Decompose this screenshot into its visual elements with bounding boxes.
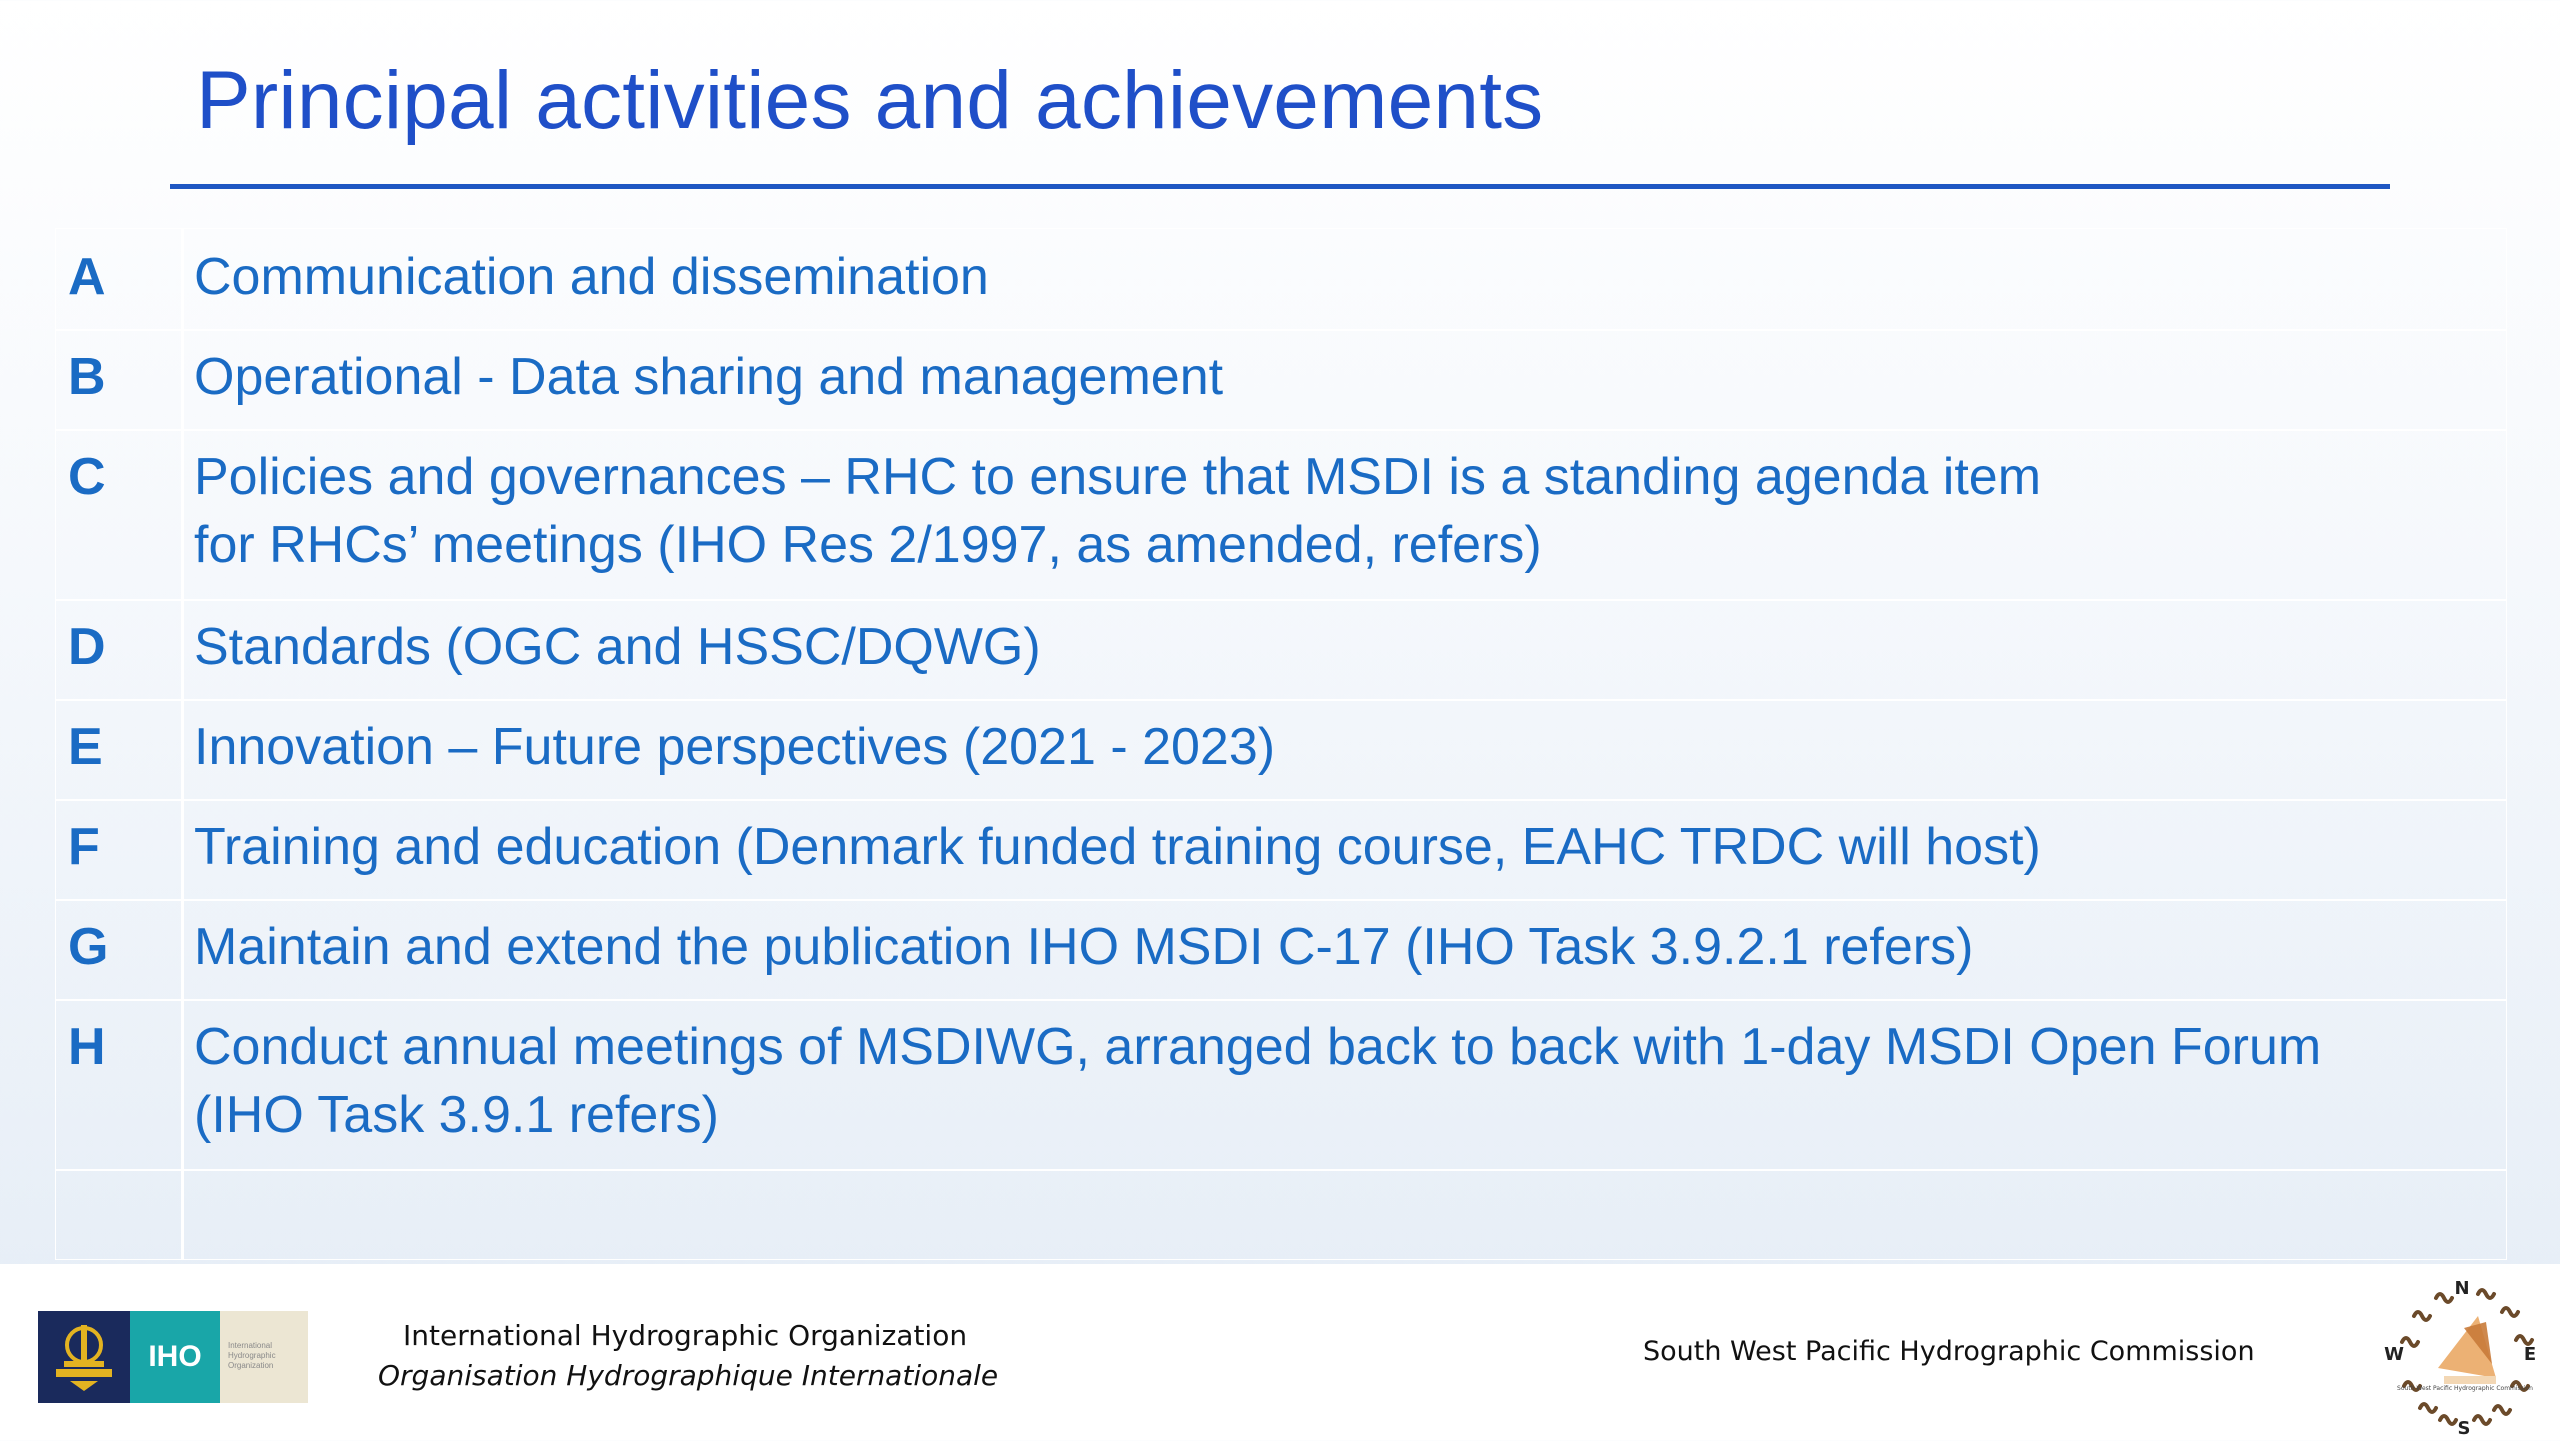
footer <box>0 1264 2560 1440</box>
row-letter: G <box>56 899 184 999</box>
row-text: Communication and dissemination <box>194 248 989 306</box>
table-row <box>56 229 2506 331</box>
row-letter: B <box>56 329 184 429</box>
commission-name: South West Pacific Hydrographic Commission <box>1643 1336 2255 1367</box>
table-row <box>56 429 2506 601</box>
row-letter: H <box>56 999 184 1169</box>
activities-table <box>55 228 2507 1260</box>
org-name-en: International Hydrographic Organization <box>403 1319 968 1352</box>
row-letter: D <box>56 599 184 699</box>
table-row <box>56 599 2506 701</box>
row-letter: C <box>56 429 184 599</box>
slide-title: Principal activities and achievements <box>196 55 1544 146</box>
table-row <box>56 699 2506 801</box>
row-text: Policies and governances – RHC to ensure that MSDI is a standing agenda item for RHCs’ meetings (IHO Res 2/1997, as amended, refers) <box>194 448 2042 574</box>
row-letter: F <box>56 799 184 899</box>
table-row <box>56 799 2506 901</box>
row-text: Innovation – Future perspectives (2021 - 2023) <box>194 718 1276 776</box>
svg-text:N: N <box>2454 1278 2470 1299</box>
row-text: Training and education (Denmark funded training course, EAHC TRDC will host) <box>194 818 2041 876</box>
org-name-fr: Organisation Hydrographique Internationale <box>378 1359 999 1392</box>
row-text: Conduct annual meetings of MSDIWG, arranged back to back with 1-day MSDI Open Forum (IHO Task 3.9.1 refers) <box>194 1018 2322 1144</box>
row-text: Maintain and extend the publication IHO MSDI C-17 (IHO Task 3.9.2.1 refers) <box>194 918 1974 976</box>
svg-text:S: S <box>2457 1418 2471 1436</box>
svg-text:W: W <box>2384 1344 2404 1365</box>
title-underline <box>170 184 2390 189</box>
iho-emblem-icon <box>38 1311 130 1403</box>
iho-small-text: International Hydrographic Organization <box>220 1311 308 1403</box>
row-letter: E <box>56 699 184 799</box>
row-text: Operational - Data sharing and management <box>194 348 1224 406</box>
row-letter: A <box>56 229 184 329</box>
table-row <box>56 999 2506 1171</box>
row-letter <box>56 1169 184 1259</box>
table-row <box>56 899 2506 1001</box>
svg-text:E: E <box>2523 1344 2537 1365</box>
iho-wordmark: IHO <box>130 1311 220 1403</box>
organization-name <box>378 1316 998 1396</box>
table-row-empty <box>56 1169 2506 1259</box>
row-text: Standards (OGC and HSSC/DQWG) <box>194 618 1041 676</box>
iho-logo <box>38 1311 308 1403</box>
compass-rose-logo <box>2374 1268 2550 1436</box>
svg-text:South West Pacific Hydrographi: South West Pacific Hydrographic Commission <box>2397 1385 2533 1392</box>
table-row <box>56 329 2506 431</box>
